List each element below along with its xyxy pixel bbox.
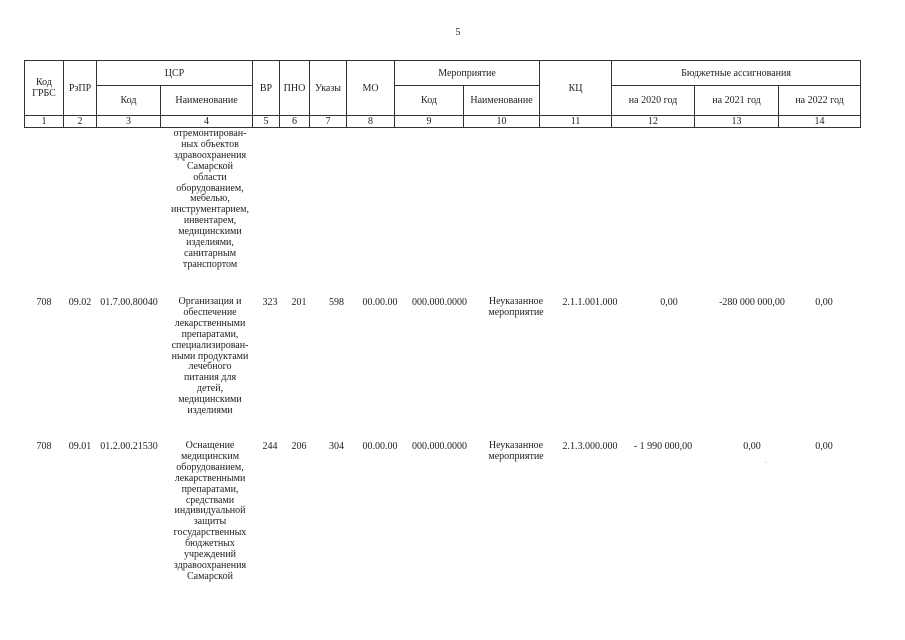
row1-kc: 2.1.1.001.000	[562, 297, 618, 308]
col-num: 12	[612, 116, 695, 128]
row2-csr-code: 01.2.00.21530	[100, 441, 158, 452]
col-num: 2	[64, 116, 97, 128]
row2-y2022: 0,00	[815, 441, 833, 452]
col-num: 10	[464, 116, 540, 128]
row1-name: Организация и обеспечение лекарственными препаратами, специализирован- ными продуктами лечебного питания для детей, медицинскими изделиями	[171, 296, 249, 417]
row1-pno: 201	[291, 297, 307, 308]
header-ukazy: Указы	[310, 61, 347, 116]
header-pno: ПНО	[280, 61, 310, 116]
row2-y2021: 0,00	[743, 441, 761, 452]
row1-mer-name: Неуказанное мероприятие	[488, 296, 544, 318]
header-rzpr: РзПР	[64, 61, 97, 116]
header-csr: ЦСР	[97, 61, 253, 86]
col-num: 3	[97, 116, 161, 128]
header-vr: ВР	[253, 61, 280, 116]
col-num: 13	[695, 116, 779, 128]
col-num: 6	[280, 116, 310, 128]
col-num: 9	[395, 116, 464, 128]
header-csr-name: Наименование	[161, 86, 253, 116]
row2-rzpr: 09.01	[68, 441, 92, 452]
row1-ukaz: 598	[329, 297, 344, 308]
row2-mo: 00.00.00	[362, 441, 398, 452]
continuation-name: отремонтирован- ных объектов здравоохранения Самарской области оборудованием, мебелью, инструментарием, инвентарем, медицинскими изделиями, санитарным транспортом	[170, 128, 250, 270]
col-num: 1	[25, 116, 64, 128]
row2-y2020: - 1 990 000,00	[633, 441, 693, 452]
row2-vr: 244	[262, 441, 278, 452]
header-csr-kod: Код	[97, 86, 161, 116]
row2-grbs: 708	[36, 441, 52, 452]
row1-y2021: -280 000 000,00	[719, 297, 785, 308]
row2-mer-code: 000.000.0000	[412, 441, 467, 452]
header-y2020: на 2020 год	[612, 86, 695, 116]
row1-grbs: 708	[36, 297, 52, 308]
header-mer-kod: Код	[395, 86, 464, 116]
row1-mo: 00.00.00	[362, 297, 398, 308]
page-number: 5	[455, 27, 461, 38]
header-y2022: на 2022 год	[779, 86, 861, 116]
header-meropriyatie: Мероприятие	[395, 61, 540, 86]
col-num: 5	[253, 116, 280, 128]
row1-vr: 323	[262, 297, 278, 308]
col-num: 7	[310, 116, 347, 128]
table-header	[24, 60, 861, 128]
col-num: 8	[347, 116, 395, 128]
header-kc: КЦ	[540, 61, 612, 116]
scan-speck: ·	[765, 460, 767, 466]
row1-rzpr: 09.02	[68, 297, 92, 308]
header-y2021: на 2021 год	[695, 86, 779, 116]
row2-kc: 2.1.3.000.000	[562, 441, 618, 452]
row1-mer-code: 000.000.0000	[412, 297, 467, 308]
header-budget: Бюджетные ассигнования	[612, 61, 861, 86]
col-num: 11	[540, 116, 612, 128]
row2-name: Оснащение медицинским оборудованием, лекарственными препаратами, средствами индивидуальной защиты государственных бюджетных учреждений здравоохранения Самарской	[173, 440, 247, 582]
row1-csr-code: 01.7.00.80040	[100, 297, 158, 308]
header-kod-grbs: Код ГРБС	[25, 61, 64, 116]
col-num: 4	[161, 116, 253, 128]
row1-y2020: 0,00	[660, 297, 678, 308]
row2-ukaz: 304	[329, 441, 344, 452]
row2-mer-name: Неуказанное мероприятие	[488, 440, 544, 462]
row1-y2022: 0,00	[815, 297, 833, 308]
row2-pno: 206	[291, 441, 307, 452]
header-mo: МО	[347, 61, 395, 116]
header-mer-name: Наименование	[464, 86, 540, 116]
col-num: 14	[779, 116, 861, 128]
